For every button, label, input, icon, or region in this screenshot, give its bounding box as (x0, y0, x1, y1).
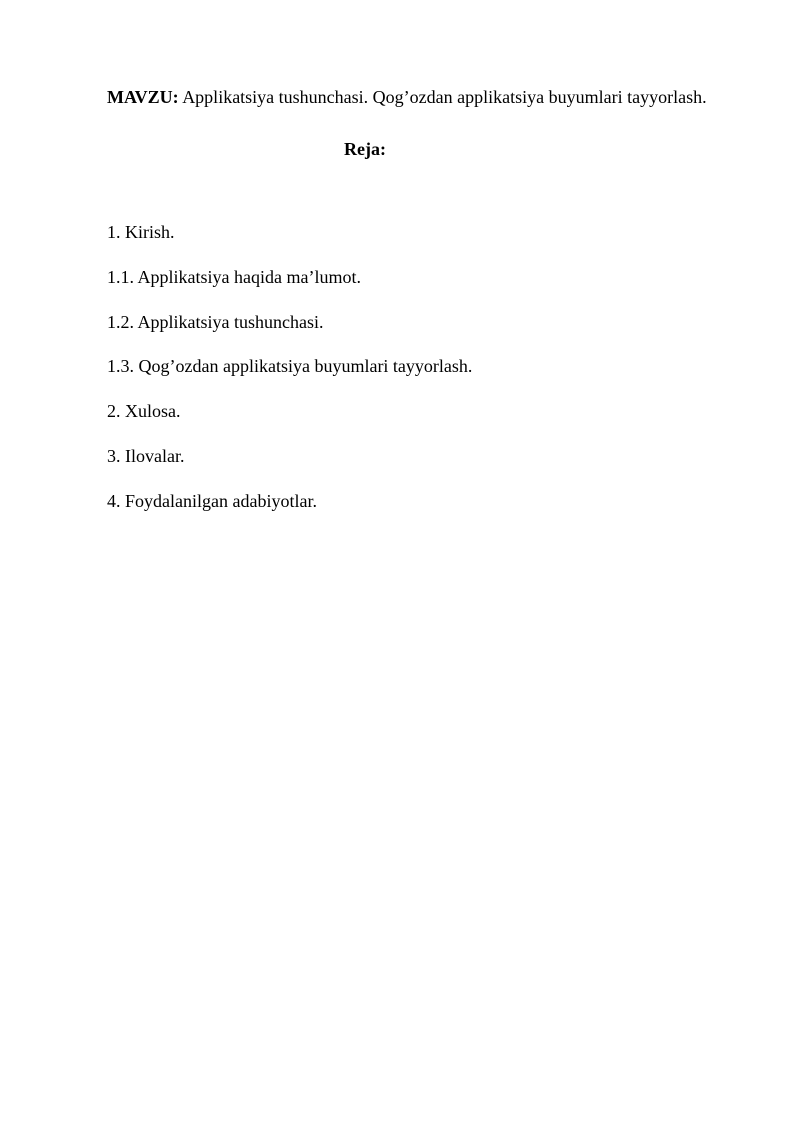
topic-label: MAVZU: (107, 87, 179, 107)
plan-item: 3. Ilovalar. (107, 445, 185, 466)
plan-item: 1. Kirish. (107, 222, 175, 242)
plan-heading: Reja: (344, 139, 386, 159)
plan-item: 1.2. Applikatsiya tushunchasi. (107, 311, 324, 332)
topic-text: Applikatsiya tushunchasi. Qog’ozdan applikatsiya buyumlari tayyorlash. (182, 87, 707, 107)
plan-item: 4. Foydalanilgan adabiyotlar. (107, 490, 317, 511)
plan-item: 1.1. Applikatsiya haqida ma’lumot. (107, 266, 361, 287)
plan-item: 2. Xulosa. (107, 401, 181, 422)
topic-line (107, 86, 707, 108)
plan-item: 1.3. Qog’ozdan applikatsiya buyumlari tayyorlash. (107, 356, 473, 377)
plan-list (107, 221, 472, 535)
